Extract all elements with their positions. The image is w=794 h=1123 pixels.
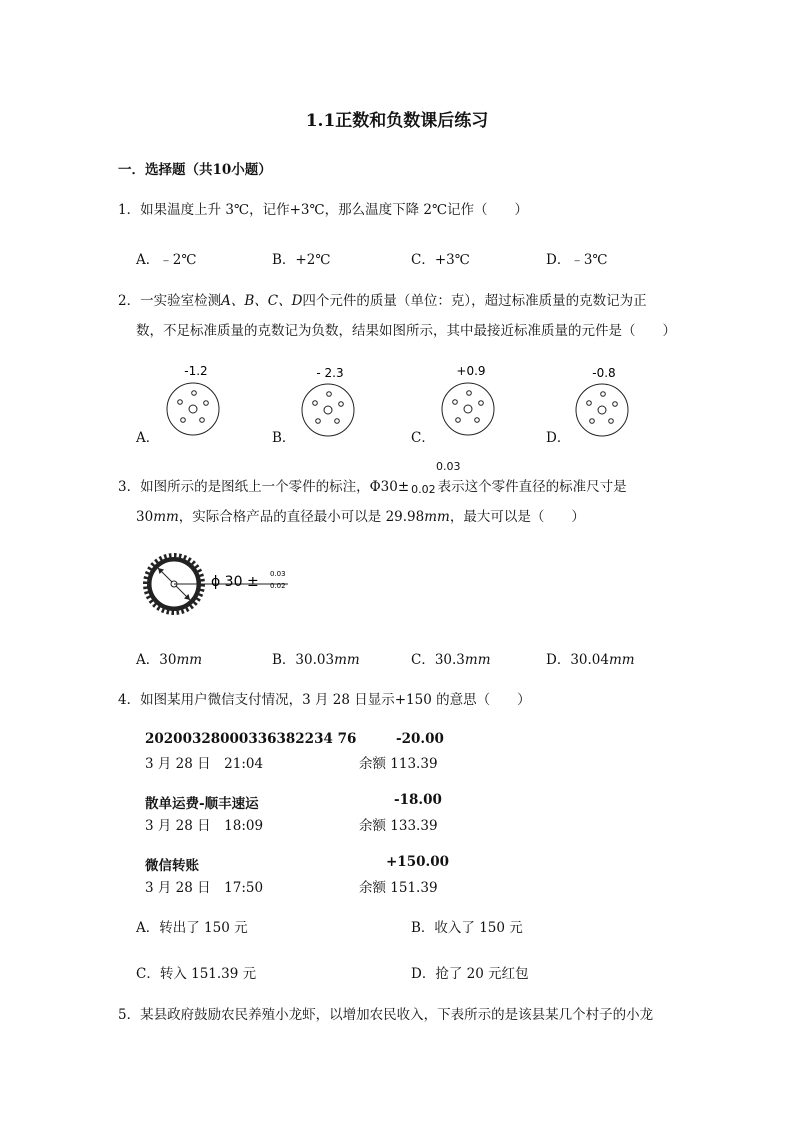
question-5-stem: 5．某县政府鼓励农民养殖小龙虾，以增加农民收入，下表所示的是该县某几个村子的小龙	[118, 1007, 654, 1023]
q1-option-b: B．+2℃	[272, 252, 331, 268]
q4-option-a: A．转出了 150 元	[136, 920, 248, 936]
element-c-center-hole	[464, 405, 472, 413]
q2-figure	[130, 358, 670, 448]
element-c-hole	[456, 418, 461, 423]
q2-stem-post: 四个元件的质量（单位：克），超过标准质量的克数记为正	[302, 293, 647, 309]
q4-option-d: D．抢了 20 元红包	[411, 966, 529, 982]
element-d-hole	[601, 392, 606, 397]
element-a-label: -1.2	[184, 364, 208, 378]
question-3-stem-line2: 30mm，实际合格产品的直径最小可以是 29.98mm，最大可以是（ ）	[136, 509, 585, 525]
element-d-center-hole	[598, 406, 606, 414]
element-d-hole	[613, 402, 618, 407]
question-2-stem-line2: 数，不足标准质量的克数记为负数，结果如图所示，其中最接近标准质量的元件是（ ）	[136, 323, 676, 339]
page-title: 1.1正数和负数课后练习	[305, 111, 489, 131]
question-1-stem: 1．如果温度上升 3℃，记作+3℃，那么温度下降 2℃记作（ ）	[118, 202, 529, 218]
element-d-hole	[590, 419, 595, 424]
element-c-label: +0.9	[456, 364, 486, 378]
q3-stem-post: 表示这个零件直径的标准尺寸是	[437, 479, 627, 495]
q3-upper-tolerance: 0.03	[436, 460, 461, 473]
q1-option-c: C．+3℃	[411, 252, 470, 268]
element-d-label: -0.8	[592, 366, 616, 380]
element-a-hole	[200, 418, 205, 423]
q1-option-d: D．﹣3℃	[546, 252, 608, 268]
element-b-hole	[339, 402, 344, 407]
q3-option-b: B．30.03mm	[272, 652, 360, 668]
q2-stem-pre: 2．一实验室检测	[118, 293, 222, 309]
q3-figure-label: ϕ 30 ±	[211, 574, 259, 590]
q3-option-d: D．30.04mm	[546, 652, 635, 668]
element-b-figure	[302, 366, 354, 436]
record-3-amount: +150.00	[386, 854, 449, 870]
element-b-hole	[313, 401, 318, 406]
element-c-hole	[479, 401, 484, 406]
element-a-hole	[192, 391, 197, 396]
record-3-balance: 余额 151.39	[359, 880, 438, 896]
q4-option-c: C．转入 151.39 元	[136, 966, 257, 982]
q2-option-b: B．	[272, 430, 296, 446]
record-3-name: 微信转账	[145, 858, 199, 874]
q3-pm: ±	[397, 479, 410, 495]
q2-option-d: D．	[546, 430, 571, 446]
record-1-name: 20200328000336382234 76	[145, 731, 357, 747]
question-3-stem-line1	[118, 477, 627, 500]
element-a-hole	[181, 418, 186, 423]
q1-option-a: A．﹣2℃	[136, 252, 197, 268]
element-d-hole	[609, 419, 614, 424]
element-b-center-hole	[324, 406, 332, 414]
q3-stem-pre: 3．如图所示的是图纸上一个零件的标注，Φ30	[118, 479, 398, 495]
q3-option-a: A．30mm	[136, 652, 203, 668]
record-2-date: 3 月 28 日 18:09	[145, 818, 264, 834]
q2-option-a: A．	[136, 430, 160, 446]
q4-option-b: B．收入了 150 元	[411, 920, 523, 936]
element-b-hole	[316, 419, 321, 424]
element-d-figure	[576, 366, 628, 436]
record-2-name: 散单运费-顺丰速运	[145, 796, 259, 812]
q3-figure-sup: 0.03	[270, 570, 286, 578]
element-b-hole	[335, 419, 340, 424]
q3-lower-tolerance: 0.02	[411, 483, 436, 496]
element-c-figure	[442, 364, 494, 435]
record-2-balance: 余额 133.39	[359, 818, 438, 834]
question-4-stem: 4．如图某用户微信支付情况，3 月 28 日显示+150 的意思（ ）	[118, 692, 531, 708]
element-a-hole	[204, 401, 209, 406]
q3-option-c: C．30.3mm	[411, 652, 491, 668]
record-1-amount: -20.00	[396, 731, 444, 747]
element-a-center-hole	[189, 405, 197, 413]
record-1-date: 3 月 28 日 21:04	[145, 756, 264, 772]
element-b-hole	[327, 392, 332, 397]
record-2-amount: -18.00	[394, 792, 442, 808]
question-2-stem-line1	[118, 291, 647, 311]
q2-stem-vars: A、B、C、D	[221, 293, 303, 309]
element-c-hole	[467, 391, 472, 396]
element-a-hole	[178, 400, 183, 405]
q3-figure	[138, 546, 298, 622]
record-1-balance: 余额 113.39	[359, 756, 438, 772]
element-c-hole	[475, 418, 480, 423]
element-d-hole	[587, 401, 592, 406]
element-b-label: - 2.3	[316, 366, 344, 380]
element-a-figure	[167, 364, 219, 435]
record-3-date: 3 月 28 日 17:50	[145, 880, 264, 896]
q3-figure-sub: 0.02	[270, 582, 286, 590]
section-heading: 一．选择题（共10小题）	[118, 162, 272, 178]
element-c-hole	[453, 400, 458, 405]
q2-option-c: C．	[411, 430, 435, 446]
